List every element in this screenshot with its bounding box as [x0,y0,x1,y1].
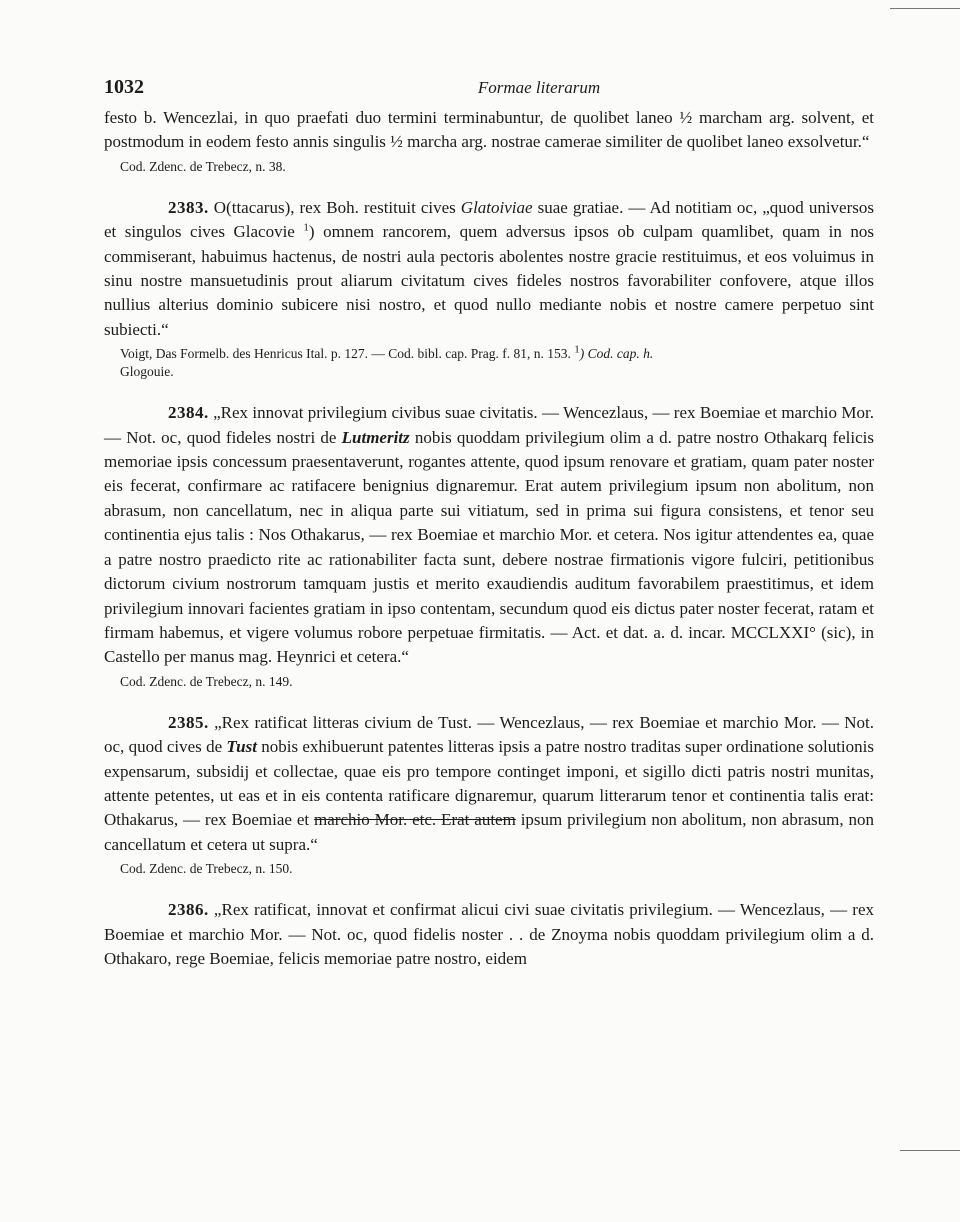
page-body [104,106,874,971]
document-2384-place: Lutmeritz [341,427,410,447]
document-2384 [104,401,874,690]
document-2384-text-a: „Rex innovat privilegium civibus suae civitatis. — Wencezlaus, — rex Boemiae et marchio Mor. — Not. oc, quod fideles nostri de [104,403,874,447]
document-2386 [104,898,874,971]
document-2385-struck-text: marchio Mor. etc. Erat autem [314,810,516,830]
footnote-marker: 1 [574,343,580,356]
intro-continuation [104,106,874,176]
intro-source: Cod. Zdenc. de Trebecz, n. 38. [120,158,286,174]
document-2384-text [104,401,874,669]
page-number: 1032 [104,76,144,98]
running-title: Formae literarum [477,78,601,97]
document-2386-text [104,898,874,971]
document-2385 [104,711,874,878]
document-2383-text [104,196,874,342]
document-2383-source [120,345,874,381]
document-2386-number: 2386. [168,900,209,920]
document-2385-source: Cod. Zdenc. de Trebecz, n. 150. [120,861,293,877]
document-2385-text [104,711,874,857]
document-2383-text-c: ) omnem rancorem, quem adversus ipsos ob culpam quamlibet, quam in nos commiserant, habuimus hactenus, de nostri aula pectoris abolentes nostre gracie restituimus, et eos voluimus in sinu nostre mansuetudinis prout aliarum civitatum cives fideles nostros favorabiliter confovere, atque illos nullius alterius dominio subicere nisi nostro, et quod nullo mediante nobis et nostre camere perpetuo sint subiecti.“ [104,222,874,339]
footnote-text: ) Cod. cap. h. [579,346,654,362]
document-2385-text-c: ipsum privilegium non abolitum, non abrasum, non cancellatum et cetera ut supra.“ [104,810,875,854]
document-2383-text-a: O(ttacarus), rex Boh. restituit cives [208,197,461,217]
book-page [104,76,874,971]
document-2383-source-b: Glogouie. [120,364,174,380]
scan-edge-mark-top [890,8,960,9]
page-header [104,76,874,106]
scan-edge-mark-bottom [900,1150,960,1151]
document-2384-source: Cod. Zdenc. de Trebecz, n. 149. [120,673,293,689]
intro-text: festo b. Wencezlai, in quo praefati duo termini terminabuntur, de quolibet laneo ½ marcham arg. solvent, et postmodum in eodem festo annis singulis ½ marcha arg. nostrae camerae similiter de quolibet laneo exsolvetur.“ [104,108,874,152]
document-2383-source-a: Voigt, Das Formelb. des Henricus Ital. p. 127. — Cod. bibl. cap. Prag. f. 81, n. 153. [120,346,575,362]
footnote-reference: 1 [303,221,309,234]
document-2384-text-b: nobis quoddam privilegium olim a d. patre nostro Othakarq felicis memoriae ipsis concessum praesentaverunt, rogantes attente, quod ipsum renovare et gratiam, quam pater noster eis fecerat, confirmare ac ratifacere benignius dignaremur. Erat autem privilegium ipsum non abolitum, non abrasum, non cancellatum, nec in aliqua parte sui vitiatum, sed in prima sui figura consistens, et tenor seu continentia ejus talis : Nos Othakarus, — rex Boemiae et marchio Mor. et cetera. Nos igitur attendentes ea, quae a patre nostro praedicto rite ac rationabiliter facta sunt, debere nostrae firmationis vigore fulciri, petitionibus dictorum civium nostrorum tamquam justis et merito exaudiendis auditum favorabilem praestitimus, et idem privilegium innovari facientes gratiam in ipso contentam, secundum quod eis dictus pater noster fecerat, ratam et firmam habemus, et vigere volumus robore perpetuae firmitatis. — Act. et dat. a. d. incar. MCCLXXI° (sic), in Castello per manus mag. Heynrici et cetera.“ [104,427,874,667]
document-2383-number: 2383. [168,197,209,217]
document-2385-text-b: nobis exhibuerunt patentes litteras ipsis a patre nostro traditas super ordinatione solutionis expensarum, subsidij et collectae, quae eis pro tempore continget imponi, et sigillo dicti patris nostri munitas, attente petentes, ut eas et in eis contenta ratificare dignaremur, quarum litterarum tenor et continentia talis erat: Othakarus, — rex Boemiae et [104,737,874,830]
document-2385-number: 2385. [168,712,209,732]
document-2383-place: Glatoiviae [460,197,533,217]
document-2384-number: 2384. [168,403,209,423]
document-2383-text-b: suae gratiae. — Ad notitiam oc, „quod universos et singulos cives Glacovie [104,197,874,242]
document-2383 [104,196,874,381]
document-2385-text-a: „Rex ratificat litteras civium de Tust. — Wencezlaus, — rex Boemiae et marchio Mor. — Not. oc, quod cives de [104,712,874,757]
document-2386-text-a: „Rex ratificat, innovat et confirmat alicui civi suae civitatis privilegium. — Wencezlaus, — rex Boemiae et marchio Mor. — Not. oc, quod fidelis noster . . de Znoyma nobis quoddam privilegium olim a d. Othakaro, rege Boemiae, felicis memoriae patre nostro, eidem [104,900,874,968]
document-2385-place: Tust [226,737,257,757]
